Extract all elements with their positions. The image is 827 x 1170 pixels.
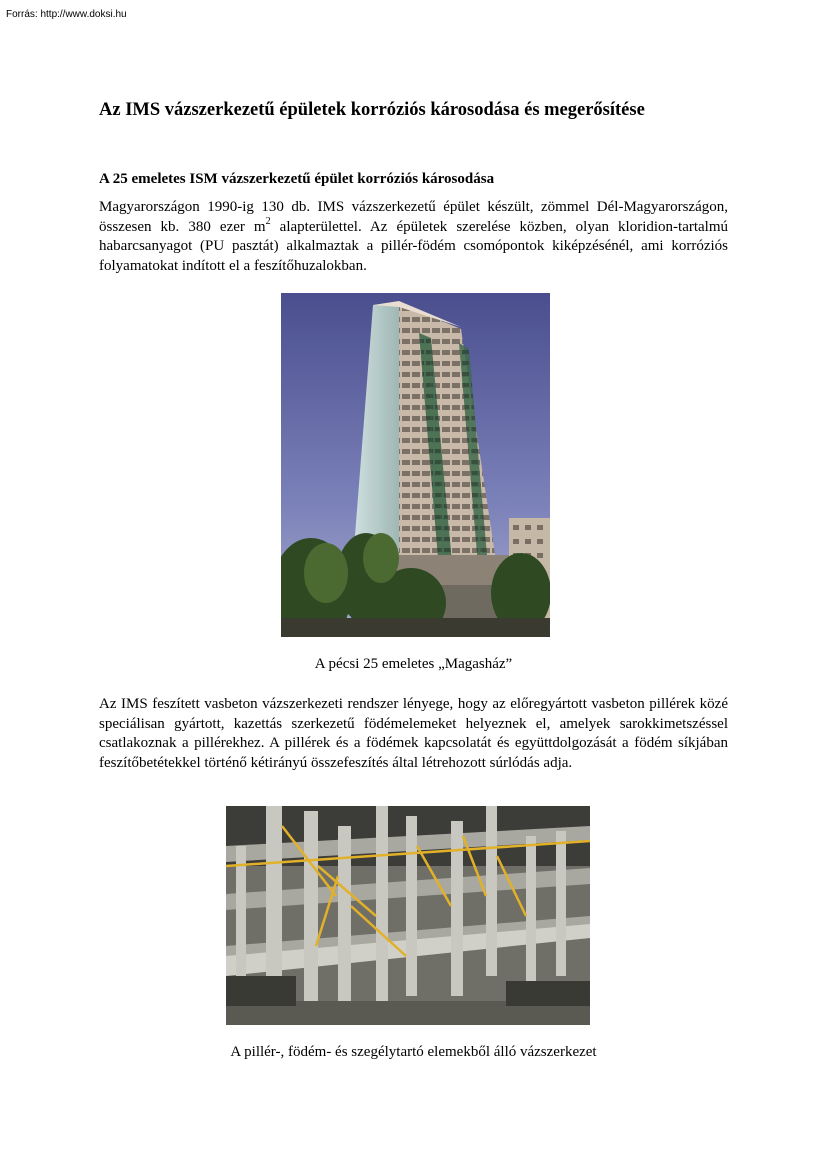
intro-paragraph — [99, 198, 728, 276]
figure1-caption: A pécsi 25 emeletes „Magasház” — [314, 656, 513, 672]
intro-text-part2: alapterülettel. Az épületek szerelése közben, olyan kloridion-tartalmú habarcsanyagot (PU pasztát) alkalmaztak a pillér-födém csomópontok kiképzésénél, ami korróziós folyamatokat indított el a feszítőhuzalokban. — [99, 218, 729, 274]
figure2-caption: A pillér-, födém- és szegélytartó elemekből álló vázszerkezet — [230, 1044, 597, 1060]
system-description-paragraph: Az IMS feszített vasbeton vázszerkezeti rendszer lényege, hogy az előregyártott vasbeton pillérek közé speciálisan gyártott, kazettás szerkezetű födémelemeket helyeznek el, amelyek sarokkimetszéssel csatlakoznak a pillérekhez. A pillérek és a födémek kapcsolatát és együttdolgozását a födém síkjában feszítőbetétekkel történő kétirányú összefeszítés által létrehozott súrlódás adja. — [99, 696, 728, 771]
area-superscript: 2 — [265, 215, 271, 227]
document-title: Az IMS vázszerkezetű épületek korróziós károsodása és megerősítése — [99, 100, 645, 120]
highrise-building-photo — [281, 293, 550, 637]
section-title: A 25 emeletes ISM vázszerkezetű épület korróziós károsodása — [99, 171, 495, 187]
source-note: Forrás: http://www.doksi.hu — [6, 9, 127, 20]
intro-text-part1: Magyarországon 1990-ig 130 db. IMS vázszerkezetű épület készült, zömmel Dél-Magyarországon, összesen kb. 380 ezer m — [99, 199, 728, 235]
concrete-frame-photo — [226, 806, 590, 1025]
